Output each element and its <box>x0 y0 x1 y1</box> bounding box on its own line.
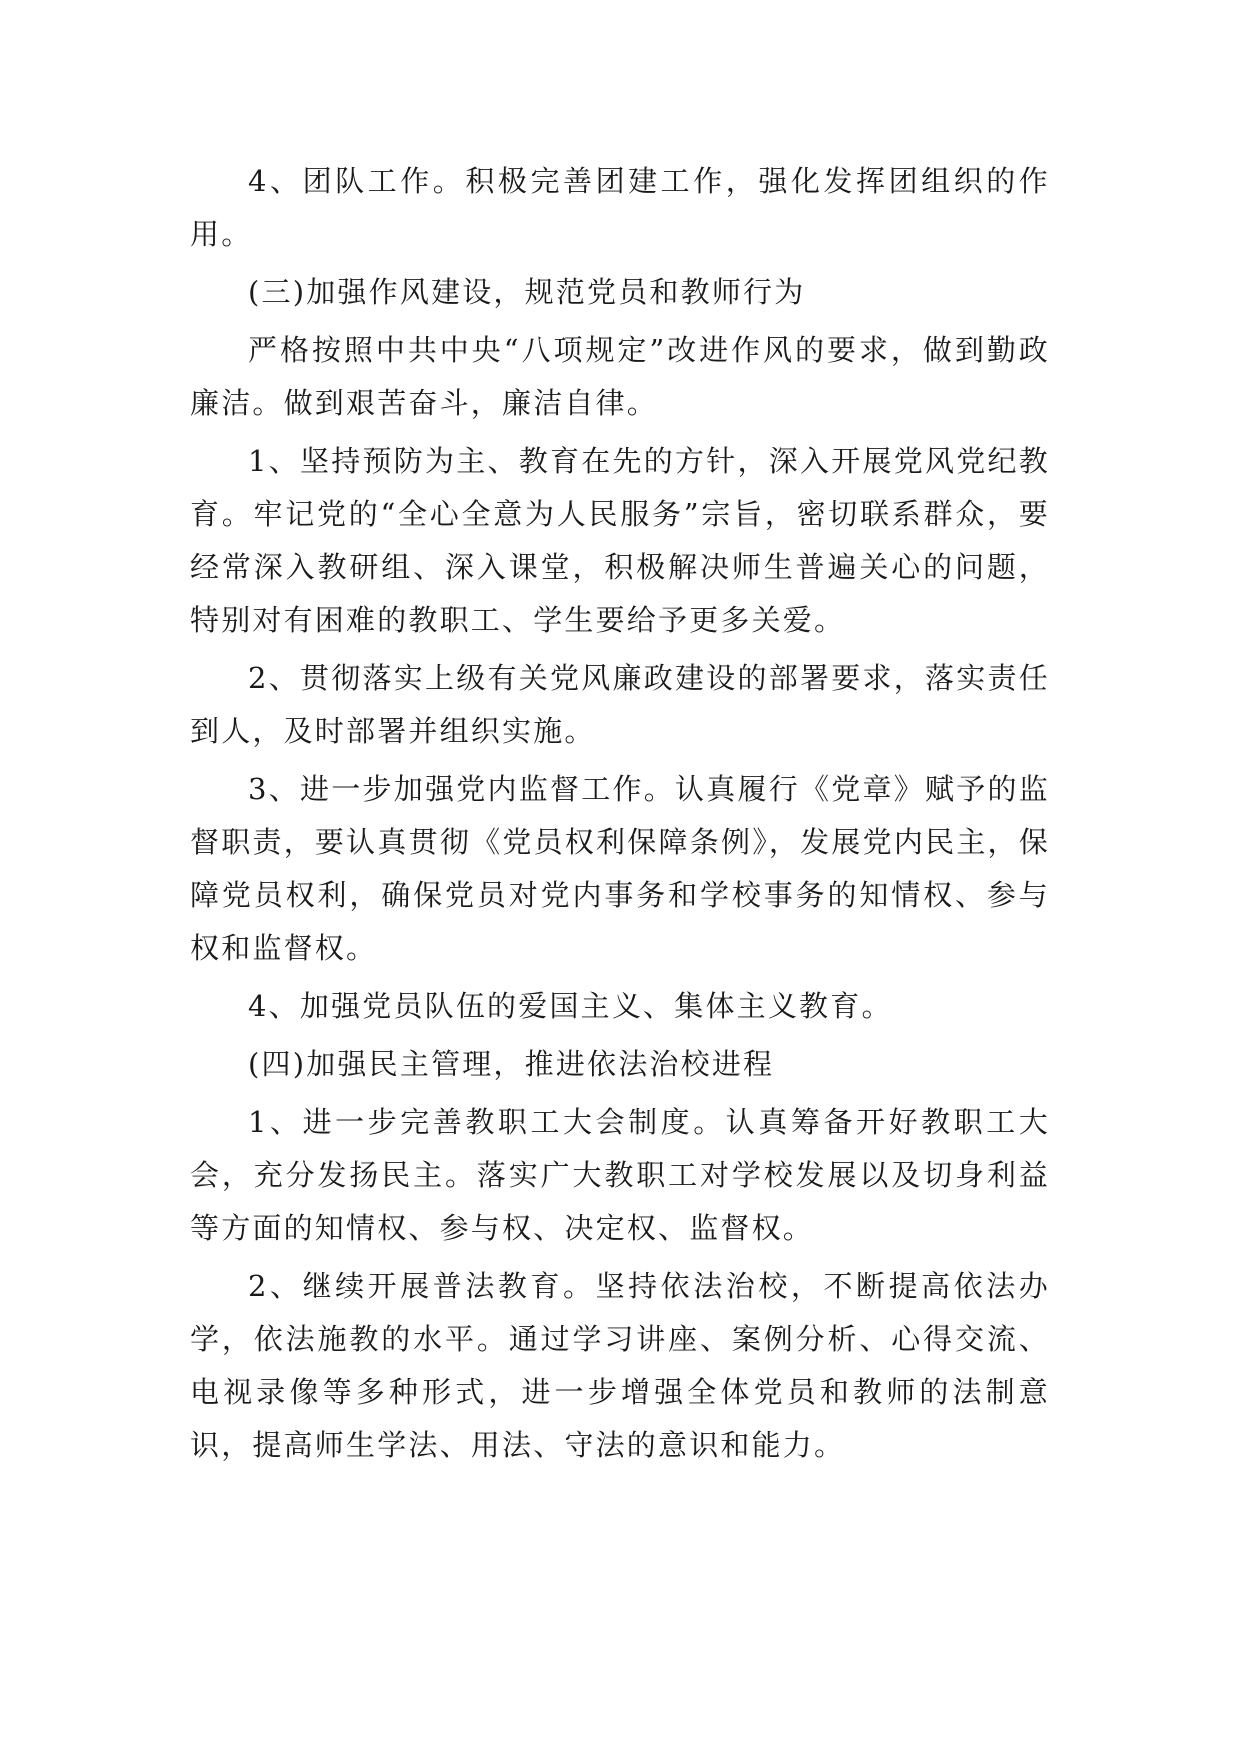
paragraph-democracy-item-2: 2、继续开展普法教育。坚持依法治校，不断提高依法办学，依法施教的水平。通过学习讲座、案例分析、心得交流、电视录像等多种形式，进一步增强全体党员和教师的法制意识，提高师生学法、用法、守法的意识和能力。 <box>190 1269 1050 1462</box>
paragraph-item-1: 1、坚持预防为主、教育在先的方针，深入开展党风党纪教育。牢记党的“全心全意为人民服务”宗旨，密切联系群众，要经常深入教研组、深入课堂，积极解决师生普遍关心的问题，特别对有困难的教职工、学生要给予更多关爱。 <box>190 444 1050 637</box>
paragraph-democracy-item-1: 1、进一步完善教职工大会制度。认真筹备开好教职工大会，充分发扬民主。落实广大教职工对学校发展以及切身利益等方面的知情权、参与权、决定权、监督权。 <box>190 1105 1050 1245</box>
paragraph-item-2: 2、贯彻落实上级有关党风廉政建设的部署要求，落实责任到人，及时部署并组织实施。 <box>190 661 1050 748</box>
section-heading-4: (四)加强民主管理，推进依法治校进程 <box>248 1047 775 1081</box>
document-body <box>190 155 1050 1477</box>
paragraph-item-3: 3、进一步加强党内监督工作。认真履行《党章》赋予的监督职责，要认真贯彻《党员权利保障条例》，发展党内民主，保障党员权利，确保党员对党内事务和学校事务的知情权、参与权和监督权。 <box>190 772 1050 965</box>
paragraph-item-4: 4、加强党员队伍的爱国主义、集体主义教育。 <box>248 989 893 1023</box>
paragraph-team-work: 4、团队工作。积极完善团建工作，强化发挥团组织的作用。 <box>190 164 1050 251</box>
section-heading-3: (三)加强作风建设，规范党员和教师行为 <box>248 275 806 309</box>
paragraph-eight-rules: 严格按照中共中央“八项规定”改进作风的要求，做到勤政廉洁。做到艰苦奋斗，廉洁自律。 <box>190 333 1050 420</box>
